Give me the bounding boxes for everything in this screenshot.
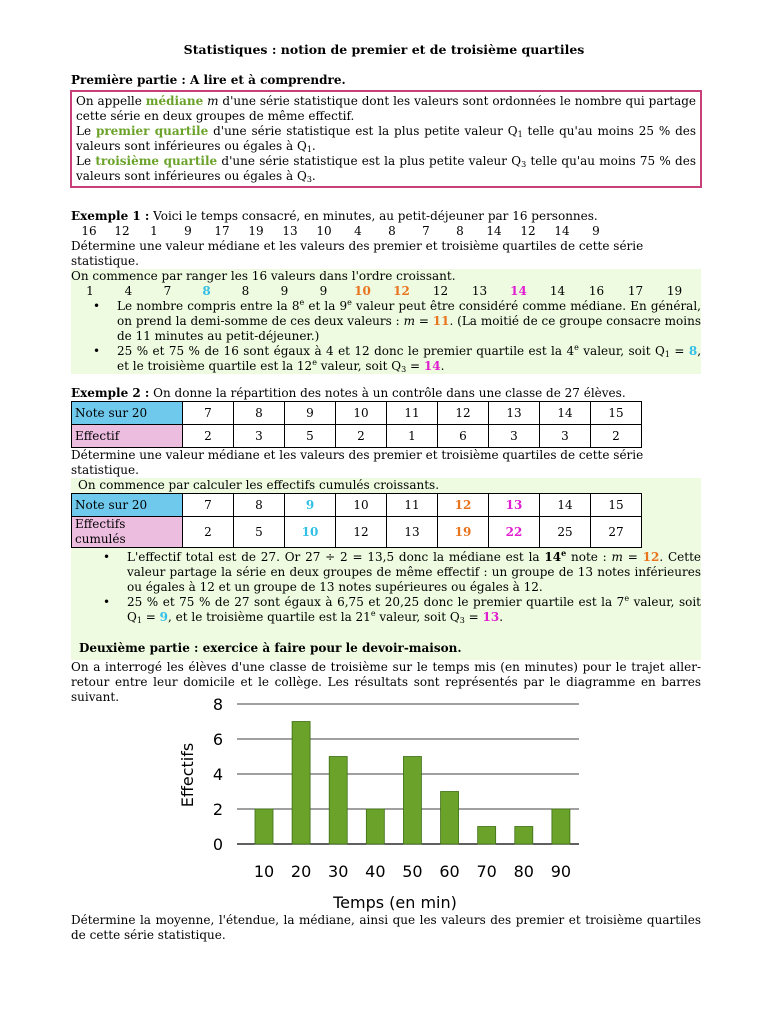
example-2: [71, 386, 701, 705]
ex2-bullet-quartiles: • 25 % et 75 % de 27 sont égaux à 6,75 et 20,25 donc le premier quartile est la 7e valeur, soit $Q_1 = 9$, et le troisième quartile est la 21e valeur, soit $Q_3 = 13$.: [127, 595, 701, 625]
y-tick-label: 6: [212, 730, 223, 749]
x-tick-label: 90: [550, 862, 572, 881]
table-row: [72, 517, 642, 548]
table-cell: 14: [540, 402, 591, 425]
table-cell: 10: [336, 402, 387, 425]
raw-value: 13: [282, 224, 298, 238]
ex1-bullet-median: • Le nombre compris entre la 8e et la 9e valeur peut être considéré comme médiane. En général, on prend la demi-somme de ces deux valeurs : m = 11. (La moitié de ce groupe consacre moins de 11 minutes au petit-déjeuner.): [117, 299, 701, 344]
x-tick-label: 40: [365, 862, 386, 881]
table-cell: 27: [591, 517, 642, 548]
def-q1: Le premier quartile d'une série statistique est la plus petite valeur $Q_1$ telle qu'au moins 25 % des valeurs sont inférieures ou égales à $Q_1$.: [76, 124, 697, 154]
raw-value: 8: [388, 224, 396, 238]
x-tick-label: 80: [513, 862, 534, 881]
ex1-question: Détermine une valeur médiane et les valeurs des premier et troisième quartiles de cette série statistique.: [71, 239, 644, 268]
sorted-value: 9: [280, 284, 289, 298]
raw-value: 12: [114, 224, 130, 238]
x-tick-label: 60: [439, 862, 460, 881]
sorted-value-q3: 14: [510, 284, 527, 298]
ex2-bullets: [71, 548, 701, 625]
table-cell: 12: [336, 517, 387, 548]
table-cell: 11: [387, 402, 438, 425]
bar-chart: [145, 690, 615, 912]
table-cell-q1: 9: [285, 494, 336, 517]
ex1-bullet-quartiles: • 25 % et 75 % de 16 sont égaux à 4 et 12 donc le premier quartile est la 4e valeur, soit $Q_1 = 8$, et le troisième quartile est la 12e valeur, soit $Q_3 = 14$.: [117, 344, 701, 374]
table-row: [72, 402, 642, 425]
table-cell-median: 12: [438, 494, 489, 517]
row-label-note: Note sur 20: [72, 494, 183, 517]
raw-value: 10: [316, 224, 332, 238]
table-cell: 15: [591, 402, 642, 425]
sorted-value: 4: [124, 284, 133, 298]
ex2-bullet-median: • L'effectif total est de 27. Or 27 ÷ 2 = 13,5 donc la médiane est la 14e note : m = 12. Cette valeur partage la série en deux groupes de même effectif : un groupe de 13 notes inférieures ou égales à 12 et un groupe de 13 notes supérieures ou égales à 12.: [127, 550, 701, 595]
table-cell-q3: 13: [489, 494, 540, 517]
part2-heading: Deuxième partie : exercice à faire pour le devoir-maison.: [79, 641, 462, 655]
raw-value: 17: [214, 224, 230, 238]
bar: [292, 722, 310, 845]
x-tick-label: 10: [253, 862, 275, 881]
part1-heading: Première partie : A lire et à comprendre.: [71, 73, 346, 87]
table-cell: 2: [183, 425, 234, 448]
definitions-box: [70, 90, 702, 188]
sorted-value-median-high: 12: [393, 284, 410, 298]
raw-value: 8: [456, 224, 464, 238]
sorted-value: 8: [241, 284, 250, 298]
table-cell: 5: [285, 425, 336, 448]
table-cell: 3: [489, 425, 540, 448]
sorted-value: 13: [471, 284, 488, 298]
table-row: [72, 425, 642, 448]
table-cell: 6: [438, 425, 489, 448]
table-cell: 7: [183, 494, 234, 517]
def-median: On appelle médiane m d'une série statistique dont les valeurs sont ordonnées le nombre qui partage cette série en deux groupes de même effectif.: [76, 94, 697, 123]
sorted-value: 16: [588, 284, 605, 298]
table-cell-q1: 10: [285, 517, 336, 548]
y-tick-label: 4: [212, 765, 223, 784]
sorted-value: 12: [432, 284, 449, 298]
raw-value: 4: [354, 224, 362, 238]
term-q1: premier quartile: [95, 124, 209, 138]
sorted-value-median-low: 10: [354, 284, 371, 298]
raw-value: 1: [150, 224, 158, 238]
ex1-intro: Exemple 1 : Voici le temps consacré, en minutes, au petit-déjeuner par 16 personnes.: [71, 209, 598, 223]
table-row: [72, 494, 642, 517]
table-cell: 8: [234, 402, 285, 425]
table-cell: 10: [336, 494, 387, 517]
table-cell: 3: [540, 425, 591, 448]
raw-value: 14: [486, 224, 502, 238]
raw-value: 12: [520, 224, 536, 238]
raw-value: 16: [81, 224, 97, 238]
table-cell: 14: [540, 494, 591, 517]
table-cell: 13: [489, 402, 540, 425]
y-axis-label: Effectifs: [178, 742, 197, 808]
ex1-sort-text: On commence par ranger les 16 valeurs dans l'ordre croissant.: [71, 269, 456, 283]
table-cell: 8: [234, 494, 285, 517]
row-label-note: Note sur 20: [72, 402, 183, 425]
table-cell: 2: [336, 425, 387, 448]
raw-value: 7: [422, 224, 430, 238]
sorted-value: 9: [319, 284, 328, 298]
bar: [366, 809, 384, 844]
bar: [255, 809, 273, 844]
x-tick-label: 30: [328, 862, 349, 881]
sorted-value: 14: [549, 284, 566, 298]
table-cell: 2: [183, 517, 234, 548]
y-tick-label: 2: [212, 800, 223, 819]
table-cell: 7: [183, 402, 234, 425]
bar: [552, 809, 570, 844]
x-axis-label: Temps (en min): [333, 893, 457, 912]
part2-intro: On a interrogé les élèves d'une classe de troisième sur le temps mis (en minutes) pour le trajet aller-retour entre leur domicile et le collège. Les résultats sont représentés par le diagramme en barres suivant.: [71, 660, 701, 704]
row-label-effectif: Effectif: [72, 425, 183, 448]
y-tick-label: 0: [212, 835, 223, 854]
page-title: Statistiques : notion de premier et de troisième quartiles: [183, 42, 585, 57]
table-cell: 13: [387, 517, 438, 548]
ex2-intro: Exemple 2 : On donne la répartition des notes à un contrôle dans une classe de 27 élèves.: [71, 386, 626, 400]
table-cell: 9: [285, 402, 336, 425]
table-cell: 2: [591, 425, 642, 448]
table-cell: 12: [438, 402, 489, 425]
ex2-question: Détermine une valeur médiane et les valeurs des premier et troisième quartiles de cette série statistique.: [71, 448, 644, 477]
part2-question: Détermine la moyenne, l'étendue, la médiane, ainsi que les valeurs des premier et troisième quartiles de cette série statistique.: [71, 913, 701, 942]
ex1-bullets: [71, 299, 701, 374]
sorted-value: 1: [86, 284, 94, 298]
bar: [478, 827, 496, 845]
ex1-sorted-values: [71, 284, 701, 299]
x-tick-label: 20: [290, 862, 312, 881]
bar: [441, 792, 459, 845]
example-1: [71, 209, 701, 374]
sorted-value: 7: [163, 284, 172, 298]
ex1-raw-values: [71, 224, 621, 239]
raw-value: 19: [248, 224, 264, 238]
bar: [329, 757, 347, 845]
table-cell: 3: [234, 425, 285, 448]
bar-chart-svg: [145, 690, 615, 912]
y-tick-label: 8: [212, 695, 223, 714]
ex2-solution: [71, 478, 701, 660]
bar: [403, 757, 421, 845]
term-q3: troisième quartile: [95, 154, 218, 168]
sorted-value: 19: [666, 284, 683, 298]
def-q3: Le troisième quartile d'une série statistique est la plus petite valeur $Q_3$ telle qu'au moins 75 % des valeurs sont inférieures ou égales à $Q_3$.: [76, 154, 696, 184]
table-cell: 5: [234, 517, 285, 548]
table-cell: 15: [591, 494, 642, 517]
raw-value: 14: [554, 224, 570, 238]
ex2-table-cumulative: [71, 493, 642, 548]
term-median: médiane: [145, 94, 204, 108]
sorted-value: 17: [627, 284, 644, 298]
raw-value: 9: [592, 224, 600, 238]
sorted-value-q1: 8: [202, 284, 211, 298]
table-cell: 11: [387, 494, 438, 517]
row-label-cumulative: Effectifs cumulés: [72, 517, 183, 548]
table-cell: 25: [540, 517, 591, 548]
table-cell-q3: 22: [489, 517, 540, 548]
table-cell: 1: [387, 425, 438, 448]
table-cell-median: 19: [438, 517, 489, 548]
ex2-table-notes: [71, 401, 642, 448]
x-tick-label: 50: [402, 862, 423, 881]
x-tick-label: 70: [476, 862, 497, 881]
ex1-solution: [71, 269, 701, 374]
bar: [515, 827, 533, 845]
raw-value: 9: [184, 224, 192, 238]
ex2-cum-text: On commence par calculer les effectifs cumulés croissants.: [78, 478, 440, 492]
